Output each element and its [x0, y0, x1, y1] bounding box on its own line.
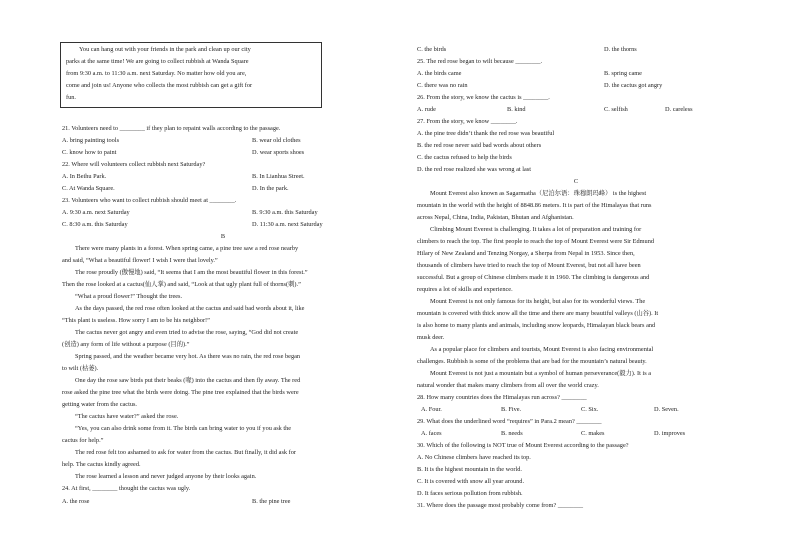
- passage-c-line: As a popular place for climbers and tourists, Mount Everest is also facing environmental: [430, 346, 654, 353]
- passage-c-line: Hilary of New Zealand and Tenzing Norgay, a Sherpa from Nepal in 1953. Since then,: [417, 250, 635, 257]
- passage-b-line: The rose learned a lesson and never judged anyone by their looks again.: [75, 473, 257, 480]
- passage-b-line: The red rose felt too ashamed to ask for water from the cactus. But finally, it did ask for: [75, 449, 296, 456]
- q22-options-row2: [62, 183, 384, 195]
- notice-line: fun.: [66, 94, 76, 101]
- q27-option-c: C. the cactus refused to help the birds: [417, 154, 512, 161]
- passage-b-line: to wilt (枯萎).: [62, 365, 99, 372]
- passage-b-line: “This plant is useless. How sorry I am to be his neighbor!”: [62, 317, 210, 324]
- q28-options: [417, 404, 735, 416]
- q28-option-b: B. Five.: [501, 406, 522, 413]
- passage-c-line: is also home to many plants and animals, including snow leopards, Himalayan black bears and: [417, 322, 656, 329]
- q29-option-b: B. needs: [501, 430, 523, 437]
- q30-option-c: C. It is covered with snow all year around.: [417, 478, 525, 485]
- passage-b-line: As the days passed, the red rose often looked at the cactus and said bad words about it, like: [75, 305, 305, 312]
- question-24: 24. At first, ________ thought the cactus was ugly.: [62, 485, 191, 492]
- q25-option-d: D. the cactus got angry: [604, 82, 663, 89]
- passage-c-line: Mount Everest is not just a mountain but a symbol of human perseverance(毅力). It is a: [430, 370, 652, 377]
- passage-c-line: Mount Everest also known as Sagarmatha（尼泊尔语：珠穆朗玛峰） is the highest: [430, 190, 647, 197]
- q22-options-row1: [62, 171, 384, 183]
- q22-option-a: A. In Beihu Park.: [62, 173, 107, 180]
- passage-c-line: mountain is covered with thick snow all the time and there are many beautiful valleys (山谷). It: [417, 310, 659, 317]
- question-31: 31. Where does the passage most probably come from? ________: [417, 502, 584, 509]
- question-26: 26. From the story, we know the cactus is ________.: [417, 94, 550, 101]
- passage-b-line: and said, “What a beautiful flower! I wish I were that lovely.”: [62, 257, 218, 264]
- q30-option-b: B. It is the highest mountain in the world.: [417, 466, 522, 473]
- question-27: 27. From the story, we know ________.: [417, 118, 518, 125]
- passage-c-line: across Nepal, China, India, Pakistan, Bhutan and Afghanistan.: [417, 214, 574, 221]
- q25-option-b: B. spring came: [604, 70, 642, 77]
- q22-option-c: C. At Wanda Square.: [62, 185, 115, 192]
- question-28: 28. How many countries does the Himalayas run across? ________: [417, 394, 587, 401]
- passage-b-line: The cactus never got angry and even tried to advise the rose, saying, “God did not create: [75, 329, 299, 336]
- q24-options-row1: [62, 496, 384, 508]
- question-25: 25. The red rose began to wilt because ________.: [417, 58, 543, 65]
- q21-option-c: C. know how to paint: [62, 149, 117, 156]
- q29-option-d: D. improves: [654, 430, 686, 437]
- q27-option-a: A. the pine tree didn’t thank the red rose was beautiful: [417, 130, 555, 137]
- passage-b-line: getting water from the cactus.: [62, 401, 138, 408]
- q26-option-c: C. selfish: [604, 106, 628, 113]
- notice-line: You can hang out with your friends in the park and clean up our city: [79, 46, 251, 53]
- q25-option-a: A. the birds came: [417, 70, 462, 77]
- q21-option-b: B. wear old clothes: [252, 137, 301, 144]
- q24-option-d: D. the thorns: [604, 46, 637, 53]
- q23-option-b: B. 9:30 a.m. this Saturday: [252, 209, 318, 216]
- q30-option-a: A. No Chinese climbers have reached its top.: [417, 454, 531, 461]
- q23-options-row1: [62, 207, 384, 219]
- passage-b-line: help. The cactus kindly agreed.: [62, 461, 141, 468]
- passage-b-line: “What a proud flower!” Thought the trees.: [75, 293, 183, 300]
- question-21: 21. Volunteers need to ________ if they plan to repaint walls according to the passage.: [62, 125, 281, 132]
- q30-option-d: D. It faces serious pollution from rubbish.: [417, 490, 523, 497]
- q27-option-b: B. the red rose never said bad words about others: [417, 142, 542, 149]
- q28-option-c: C. Six.: [581, 406, 599, 413]
- passage-b-line: The rose proudly (傲慢地) said, “It seems that I am the most beautiful flower in this forest.”: [75, 269, 308, 276]
- q23-option-a: A. 9:30 a.m. next Saturday: [62, 209, 130, 216]
- passage-c-line: thousands of climbers have tried to reach the top of Mount Everest, but not all have been: [417, 262, 641, 269]
- passage-b-line: (创造) any form of life without a purpose (目的).”: [62, 341, 190, 348]
- passage-c-line: challenges. Rubbish is some of the problems that are bad for the mountain’s natural beauty.: [417, 358, 647, 365]
- notice-line: come and join us! Anyone who collects the most rubbish can get a gift for: [66, 82, 253, 89]
- q23-option-d: D. 11:30 a.m. next Saturday: [252, 221, 323, 228]
- q21-options-row2: [62, 147, 384, 159]
- passage-b-line: One day the rose saw birds put their beaks (喙) into the cactus and then fly away. The red: [75, 377, 301, 384]
- q26-option-a: A. rude: [417, 106, 436, 113]
- q29-option-a: A. faces: [421, 430, 442, 437]
- q23-options-row2: [62, 219, 384, 231]
- section-b-heading: B: [220, 233, 226, 240]
- passage-b-line: Then the rose looked at a cactus(仙人掌) and said, “Look at that ugly plant full of thorns(刺).”: [62, 281, 301, 288]
- q24-option-a: A. the rose: [62, 498, 90, 505]
- passage-c-line: successful. But a group of Chinese climbers made it in 1960. The climbing is dangerous and: [417, 274, 650, 281]
- passage-c-line: mountain in the world with the height of 8848.86 meters. It is part of the Himalayas that runs: [417, 202, 652, 209]
- notice-line: parks at the same time! We are going to collect rubbish at Wanda Square: [66, 58, 249, 65]
- passage-c-line: requires a lot of skills and experience.: [417, 286, 513, 293]
- passage-b-line: There were many plants in a forest. When spring came, a pine tree saw a red rose nearby: [75, 245, 299, 252]
- question-29: 29. What does the underlined word “requires” in Para.2 mean? ________: [417, 418, 602, 425]
- q23-option-c: C. 8:30 a.m. this Saturday: [62, 221, 128, 228]
- section-c-heading: C: [573, 178, 579, 185]
- q25-options-row2: [417, 80, 735, 92]
- q27-option-d: D. the red rose realized she was wrong at last: [417, 166, 532, 173]
- notice-box: [60, 42, 322, 108]
- q24-option-c: C. the birds: [417, 46, 447, 53]
- q28-option-d: D. Seven.: [654, 406, 679, 413]
- question-30: 30. Which of the following is NOT true of Mount Everest according to the passage?: [417, 442, 629, 449]
- q26-option-b: B. kind: [507, 106, 526, 113]
- passage-c-line: natural wonder that makes many climbers from all over the world crazy.: [417, 382, 599, 389]
- q22-option-d: D. In the park.: [252, 185, 289, 192]
- passage-b-line: “The cactus have water?” asked the rose.: [75, 413, 179, 420]
- passage-c-line: Mount Everest is not only famous for its height, but also for its wonderful views. The: [430, 298, 646, 305]
- q21-option-a: A. bring painting tools: [62, 137, 120, 144]
- passage-b-line: rose asked the pine tree what the birds were doing. The pine tree explained that the birds were: [62, 389, 299, 396]
- passage-b-line: cactus for help.”: [62, 437, 104, 444]
- notice-line: from 9:30 a.m. to 11:30 a.m. next Saturday. No matter how old you are,: [66, 70, 247, 77]
- passage-c-line: Climbing Mount Everest is challenging. It takes a lot of preparation and training for: [430, 226, 642, 233]
- q26-options: [417, 104, 735, 116]
- q21-option-d: D. wear sports shoes: [252, 149, 305, 156]
- q29-options: [417, 428, 735, 440]
- question-23: 23. Volunteers who want to collect rubbish should meet at ________.: [62, 197, 237, 204]
- q22-option-b: B. In Lianhua Street.: [252, 173, 305, 180]
- q21-options-row1: [62, 135, 384, 147]
- q25-option-c: C. there was no rain: [417, 82, 468, 89]
- question-22: 22. Where will volunteers collect rubbish next Saturday?: [62, 161, 206, 168]
- passage-b-line: “Yes, you can also drink some from it. The birds can bring water to you if you ask the: [75, 425, 292, 432]
- q25-options-row1: [417, 68, 735, 80]
- q29-option-c: C. makes: [581, 430, 605, 437]
- q24-options-row2: [417, 44, 735, 56]
- passage-b-line: Spring passed, and the weather became very hot. As there was no rain, the red rose began: [75, 353, 301, 360]
- passage-c-line: climbers to reach the top. The first people to reach the top of Mount Everest were Sir Edmund: [417, 238, 654, 245]
- q24-option-b: B. the pine tree: [252, 498, 291, 505]
- q28-option-a: A. Four.: [421, 406, 442, 413]
- q26-option-d: D. careless: [665, 106, 693, 113]
- passage-c-line: musk deer.: [417, 334, 445, 341]
